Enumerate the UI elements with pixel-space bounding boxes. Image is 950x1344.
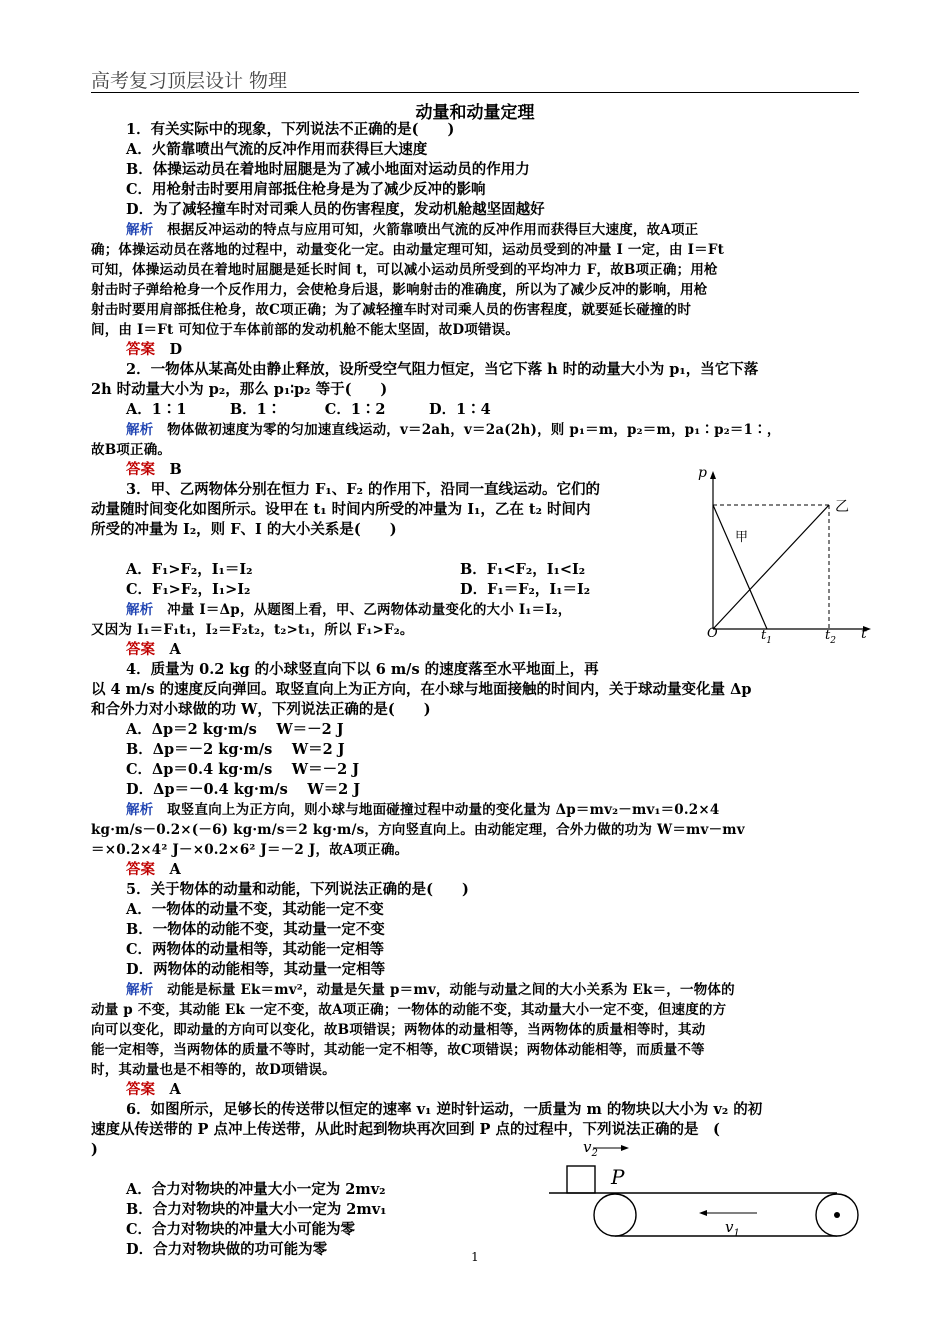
line-text: 3．甲、乙两物体分别在恒力 F₁、F₂ 的作用下，沿同一直线运动。它们的 xyxy=(126,481,600,498)
line-text: D．F₁＝F₂，I₁＝I₂ xyxy=(460,581,591,598)
analysis-tag: 解析 xyxy=(126,422,154,438)
text-line xyxy=(91,680,751,700)
analysis-tag: 解析 xyxy=(126,982,154,998)
line-text: 可知，体操运动员在着地时屈腿是延长时间 t，可以减小运动员所受到的平均冲力 F，故B项正确；用枪 xyxy=(91,262,718,278)
text-line xyxy=(91,840,408,860)
text-line xyxy=(126,140,427,160)
line-text: ＝×0.2×4² J－×0.2×6² J＝－2 J，故A项正确。 xyxy=(91,842,409,858)
text-line xyxy=(126,1220,355,1240)
text-line xyxy=(126,640,181,660)
t2-label: t xyxy=(825,628,831,643)
t1-label: t xyxy=(761,628,767,643)
line-text: B．Δp＝－2 kg·m/s W＝2 J xyxy=(126,741,345,758)
svg-text:v1 xyxy=(725,1218,740,1239)
line-text: 6．如图所示，足够长的传送带以恒定的速率 v₁ 逆时针运动，一质量为 m 的物块以大小为 v₂ 的初 xyxy=(126,1101,763,1118)
line-text: A．Δp＝2 kg·m/s W＝－2 J xyxy=(126,721,344,738)
origin-label: O xyxy=(707,626,718,641)
text-line xyxy=(91,1140,98,1160)
label-yi: 乙 xyxy=(835,499,849,515)
text-line xyxy=(91,1060,336,1080)
analysis-tag: 解析 xyxy=(126,222,154,238)
text-line xyxy=(126,660,599,680)
text-line xyxy=(91,320,519,340)
text-line xyxy=(126,1200,387,1220)
line-text: A xyxy=(169,1081,181,1098)
line-text: 2h 时动量大小为 p₂，那么 p₁∶p₂ 等于( ) xyxy=(91,381,388,398)
answer-tag: 答案 xyxy=(126,641,155,658)
line-text: C．合力对物块的冲量大小可能为零 xyxy=(126,1221,356,1238)
text-line xyxy=(126,360,758,380)
line-text: 时，其动量也是不相等的，故D项错误。 xyxy=(91,1062,336,1078)
text-line xyxy=(91,240,724,260)
text-line xyxy=(91,1040,705,1060)
text-line xyxy=(126,1080,181,1100)
text-line xyxy=(91,700,431,720)
text-line xyxy=(126,720,344,740)
v2-sub: 2 xyxy=(591,1148,598,1159)
line-text: B xyxy=(169,461,182,478)
line-text: 间，由 I＝Ft 可知位于车体前部的发动机舱不能太坚固，故D项错误。 xyxy=(91,322,520,338)
answer-tag: 答案 xyxy=(126,461,155,478)
line-text: 动能是标量 Ek＝mv²，动量是矢量 p＝mv，动能与动量之间的大小关系为 Ek＝，一物体的 xyxy=(167,982,735,998)
text-line xyxy=(460,580,590,600)
line-text: B．合力对物块的冲量大小一定为 2mv₁ xyxy=(126,1201,387,1218)
line-text: 以 4 m/s 的速度反向弹回。取竖直向上为正方向，在小球与地面接触的时间内，关于球动量变化量 Δp xyxy=(91,681,752,698)
line-text: 确；体操运动员在落地的过程中，动量变化一定。由动量定理可知，运动员受到的冲量 I 一定，由 I＝Ft xyxy=(91,242,725,258)
v2-label: v xyxy=(583,1138,592,1156)
text-line xyxy=(126,340,182,360)
line-text: 能一定相等，当两物体的质量不等时，其动能一定不相等，故C项错误；两物体动能相等，而质量不等 xyxy=(91,1042,705,1058)
line-text: 2．一物体从某高处由静止释放，设所受空气阻力恒定，当它下落 h 时的动量大小为 p₁，当它下落 xyxy=(126,361,759,378)
line-text: A．F₁>F₂，I₁＝I₂ xyxy=(126,561,253,578)
momentum-time-graph xyxy=(695,455,880,650)
text-line xyxy=(126,1100,762,1120)
text-line xyxy=(126,160,530,180)
running-header: 高考复习顶层设计 物理 xyxy=(91,70,288,92)
text-line xyxy=(91,620,414,640)
line-text: 物体做初速度为零的匀加速直线运动，v＝2ah，v＝2a(2h)，则 p₁＝m，p₂＝m，p₁∶p₂＝1∶， xyxy=(167,422,781,438)
line-text: A xyxy=(169,861,181,878)
conveyor-belt-diagram xyxy=(545,1128,865,1246)
header-rule xyxy=(91,92,859,93)
text-line xyxy=(91,260,718,280)
t1-sub: 1 xyxy=(766,636,772,646)
line-text: 5．关于物体的动量和动能，下列说法正确的是( ) xyxy=(126,881,469,898)
text-line xyxy=(126,920,385,940)
text-line xyxy=(126,900,384,920)
text-line xyxy=(126,880,469,900)
text-line xyxy=(126,200,545,220)
text-line xyxy=(126,600,572,620)
line-text: C．F₁>F₂，I₁>I₂ xyxy=(126,581,251,598)
text-line xyxy=(126,960,385,980)
page-title: 动量和动量定理 xyxy=(415,103,535,123)
text-line xyxy=(126,760,359,780)
line-text: 向可以变化，即动量的方向可以变化，故B项错误；两物体的动量相等，当两物体的质量相等时，其动 xyxy=(91,1022,706,1038)
text-line xyxy=(126,120,454,140)
line-text: D．为了减轻撞车时对司乘人员的伤害程度，发动机舱越坚固越好 xyxy=(126,201,545,218)
text-line xyxy=(91,820,745,840)
text-line xyxy=(91,380,387,400)
text-line xyxy=(126,560,252,580)
line-text: B．F₁<F₂，I₁<I₂ xyxy=(460,561,586,578)
line-text: 和合外力对小球做的功 W，下列说法正确的是( ) xyxy=(91,701,431,718)
text-line xyxy=(91,500,590,520)
text-line xyxy=(126,580,250,600)
line-text: D xyxy=(169,341,183,358)
svg-text:t2 xyxy=(825,628,836,646)
axis-label-p: p xyxy=(698,465,707,481)
line-text: B．体操运动员在着地时屈腿是为了减小地面对运动员的作用力 xyxy=(126,161,530,178)
text-line xyxy=(126,740,345,760)
svg-text:t1 xyxy=(761,628,772,646)
text-line xyxy=(126,800,720,820)
line-text: 1．有关实际中的现象，下列说法不正确的是( ) xyxy=(126,121,455,138)
line-text: D．合力对物块做的功可能为零 xyxy=(126,1241,328,1258)
line-text: C．Δp＝0.4 kg·m/s W＝－2 J xyxy=(126,761,360,778)
line-text: D．两物体的动能相等，其动量一定相等 xyxy=(126,961,386,978)
line-text: A．合力对物块的冲量大小一定为 2mv₂ xyxy=(126,1181,386,1198)
text-line xyxy=(126,480,600,500)
axis-label-t: t xyxy=(861,626,867,642)
answer-tag: 答案 xyxy=(126,1081,155,1098)
line-text: B．一物体的动能不变，其动量一定不变 xyxy=(126,921,385,938)
line-text: 动量随时间变化如图所示。设甲在 t₁ 时间内所受的冲量为 I₁，乙在 t₂ 时间内 xyxy=(91,501,591,518)
line-text: 射击时要用肩部抵住枪身，故C项正确；为了减轻撞车时对司乘人员的伤害程度，就要延长碰撞的时 xyxy=(91,302,692,318)
line-text: 射击时子弹给枪身一个反作用力，会使枪身后退，影响射击的准确度，所以为了减少反冲的影响，用枪 xyxy=(91,282,708,298)
line-text: 根据反冲运动的特点与应用可知，火箭靠喷出气流的反冲作用而获得巨大速度，故A项正 xyxy=(167,222,699,238)
text-line xyxy=(91,520,397,540)
line-text: 取竖直向上为正方向，则小球与地面碰撞过程中动量的变化量为 Δp＝mv₂－mv₁＝0.2×4 xyxy=(167,802,720,818)
t2-sub: 2 xyxy=(830,636,836,646)
svg-text:v2 xyxy=(583,1138,598,1159)
analysis-tag: 解析 xyxy=(126,602,154,618)
v1-sub: 1 xyxy=(733,1228,740,1239)
text-line xyxy=(91,1020,705,1040)
line-text: C．两物体的动量相等，其动能一定相等 xyxy=(126,941,385,958)
text-line xyxy=(126,420,781,440)
text-line xyxy=(126,460,182,480)
line-text: A．1∶1 B．1∶ C．1∶2 D．1∶4 xyxy=(126,401,491,418)
text-line xyxy=(126,1180,386,1200)
text-line xyxy=(126,400,491,420)
text-line xyxy=(91,440,171,460)
line-text: ) xyxy=(91,1141,98,1158)
text-line xyxy=(126,180,486,200)
label-jia: 甲 xyxy=(735,530,749,545)
text-line xyxy=(91,280,708,300)
text-line xyxy=(126,220,698,240)
text-line xyxy=(91,1000,726,1020)
text-line xyxy=(126,860,181,880)
line-text: 冲量 I＝Δp，从题图上看，甲、乙两物体动量变化的大小 I₁＝I₂， xyxy=(167,602,572,618)
text-line xyxy=(91,300,691,320)
line-text: 所受的冲量为 I₂，则 F、I 的大小关系是( ) xyxy=(91,521,397,538)
text-line xyxy=(126,780,360,800)
line-text: 又因为 I₁＝F₁t₁，I₂＝F₂t₂，t₂>t₁，所以 F₁>F₂。 xyxy=(91,622,414,638)
text-line xyxy=(460,560,585,580)
line-text: C．用枪射击时要用肩部抵住枪身是为了减少反冲的影响 xyxy=(126,181,486,198)
answer-tag: 答案 xyxy=(126,861,155,878)
answer-tag: 答案 xyxy=(126,341,155,358)
line-text: D．Δp＝－0.4 kg·m/s W＝2 J xyxy=(126,781,361,798)
line-text: A．一物体的动量不变，其动能一定不变 xyxy=(126,901,384,918)
point-P-label: P xyxy=(611,1165,625,1189)
line-text: 故B项正确。 xyxy=(91,442,172,458)
v1-label: v xyxy=(725,1218,734,1236)
line-text: A xyxy=(169,641,181,658)
analysis-tag: 解析 xyxy=(126,802,154,818)
line-text: 4．质量为 0.2 kg 的小球竖直向下以 6 m/s 的速度落至水平地面上，再 xyxy=(126,661,599,678)
line-text: 动量 p 不变，其动能 Ek 一定不变，故A项正确；一物体的动能不变，其动量大小一定不变，但速度的方 xyxy=(91,1002,727,1018)
text-line xyxy=(126,980,735,1000)
text-line xyxy=(126,940,384,960)
line-text: kg·m/s－0.2×(－6) kg·m/s＝2 kg·m/s，方向竖直向上。由动能定理，合外力做的功为 W＝mv－mv xyxy=(91,822,745,838)
line-text: 速度从传送带的 P 点冲上传送带，从此时起到物块再次回到 P 点的过程中，下列说法正确的是 ( xyxy=(91,1121,720,1138)
page-number: 1 xyxy=(471,1250,479,1264)
line-text: A．火箭靠喷出气流的反冲作用而获得巨大速度 xyxy=(126,141,428,158)
